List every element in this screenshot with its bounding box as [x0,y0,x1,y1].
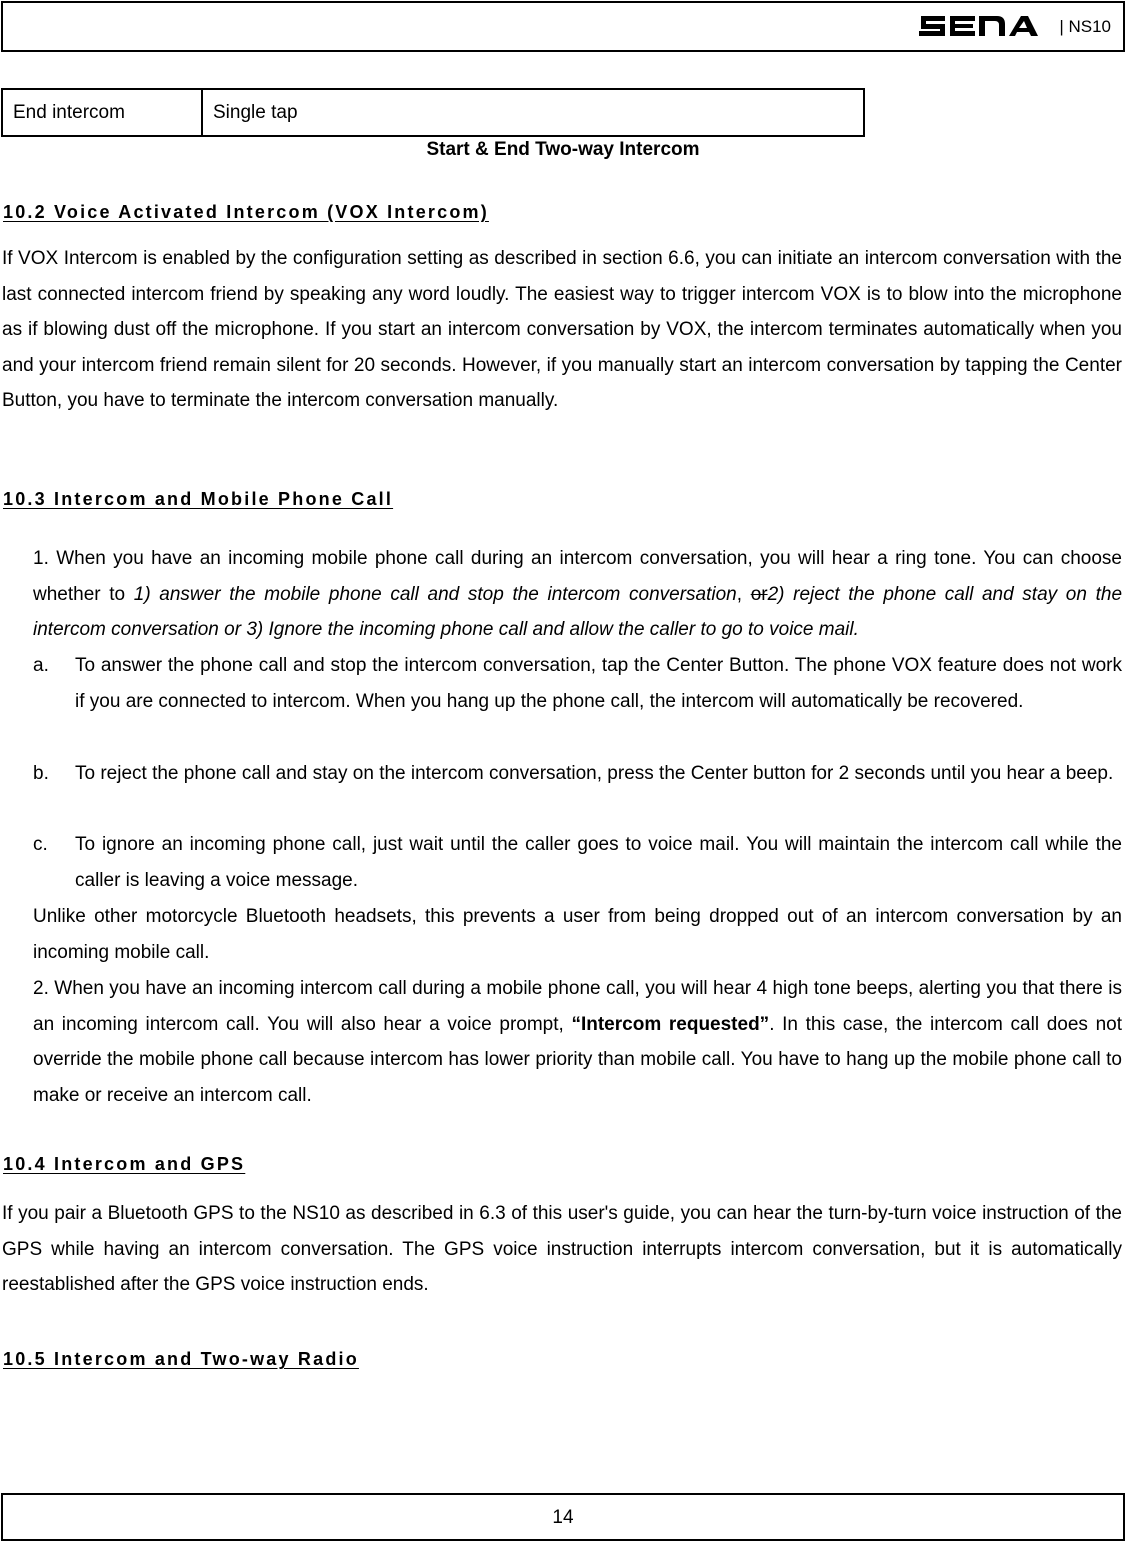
list-item-text: To answer the phone call and stop the intercom conversation, tap the Center Button. The phone VOX feature does not work if you are connected to intercom. When you hang up the phone call, the intercom will automatically be recovered. [75,655,1122,712]
section-heading-10-2: 10.2 Voice Activated Intercom (VOX Intercom) [3,202,489,222]
table-cell-action [3,90,203,135]
page-footer [1,1493,1125,1541]
page-number: 14 [552,1507,574,1528]
list-item-b [33,756,1122,792]
sena-logo [917,14,1039,38]
list-item-letter: b. [33,763,49,784]
point-1-option-1: 1) answer the mobile phone call and stop the intercom conversation [133,583,737,605]
section-10-2-body: If VOX Intercom is enabled by the configuration setting as described in section 6.6, you can initiate an intercom conversation with the last connected intercom friend by speaking any word loudly. The easiest way to trigger intercom VOX is to blow into the microphone as if blowing dust off the microphone. If you start an intercom conversation by VOX, the intercom terminates automatically when you and your intercom friend remain silent for 20 seconds. However, if you manually start an intercom conversation by tapping the Center Button, you have to terminate the intercom conversation manually. [2,248,1122,411]
point-1-struck-word: or [750,583,768,605]
point-1-options-2-3: 2) reject the phone call and stay on the intercom conversation or 3) Ignore the incoming phone call and allow the caller to go to voice mail. [33,583,1123,640]
list-item-text: To ignore an incoming phone call, just wait until the caller goes to voice mail. You will maintain the intercom call while the caller is leaving a voice message. [75,834,1122,891]
section-heading-10-4: 10.4 Intercom and GPS [3,1154,246,1174]
list-item-text: To reject the phone call and stay on the intercom conversation, press the Center button for 2 seconds until you hear a beep. [75,763,1114,784]
point-2-rest: . In this case, the intercom call does not override the mobile phone call because intercom has lower priority than mobile call. You have to hang up the mobile phone call to make or receive an intercom call. [33,1013,1123,1106]
table-cell-action-text: End intercom [13,102,125,123]
list-item-c [33,827,1122,898]
page-header [1,1,1125,52]
table-cell-operation-text: Single tap [213,102,298,123]
section-10-3-point-2 [33,971,1122,1113]
section-10-4-body: If you pair a Bluetooth GPS to the NS10 as described in 6.3 of this user's guide, you can hear the turn-by-turn voice instruction of the GPS while having an intercom conversation. The GPS voice instruction interrupts intercom conversation, but it is automatically reestablished after the GPS voice instruction ends. [2,1203,1122,1295]
point-1-intro: 1. When you have an incoming mobile phone call during an intercom conversation, you will hear a ring tone. You can choose whether to [33,548,1122,605]
section-10-3-point-1 [33,541,1122,648]
section-heading-10-3: 10.3 Intercom and Mobile Phone Call [3,489,394,509]
point-2-intro: 2. When you have an incoming intercom call during a mobile phone call, you will hear 4 high tone beeps, alerting you that there is an incoming intercom call. You will also hear a voice prompt, [33,978,1122,1035]
section-10-3-unlike-note: Unlike other motorcycle Bluetooth headsets, this prevents a user from being dropped out of an intercom conversation by an incoming mobile call. [33,906,1122,963]
button-table-row [1,88,865,137]
model-label: | NS10 [1059,17,1111,36]
table-caption: Start & End Two-way Intercom [426,139,700,160]
list-item-letter: a. [33,655,49,676]
list-item-a [33,648,1122,719]
point-1-comma: , [736,583,751,605]
list-item-letter: c. [33,834,48,855]
section-heading-10-5: 10.5 Intercom and Two-way Radio [3,1349,359,1369]
voice-prompt-text: “Intercom requested” [571,1013,770,1035]
